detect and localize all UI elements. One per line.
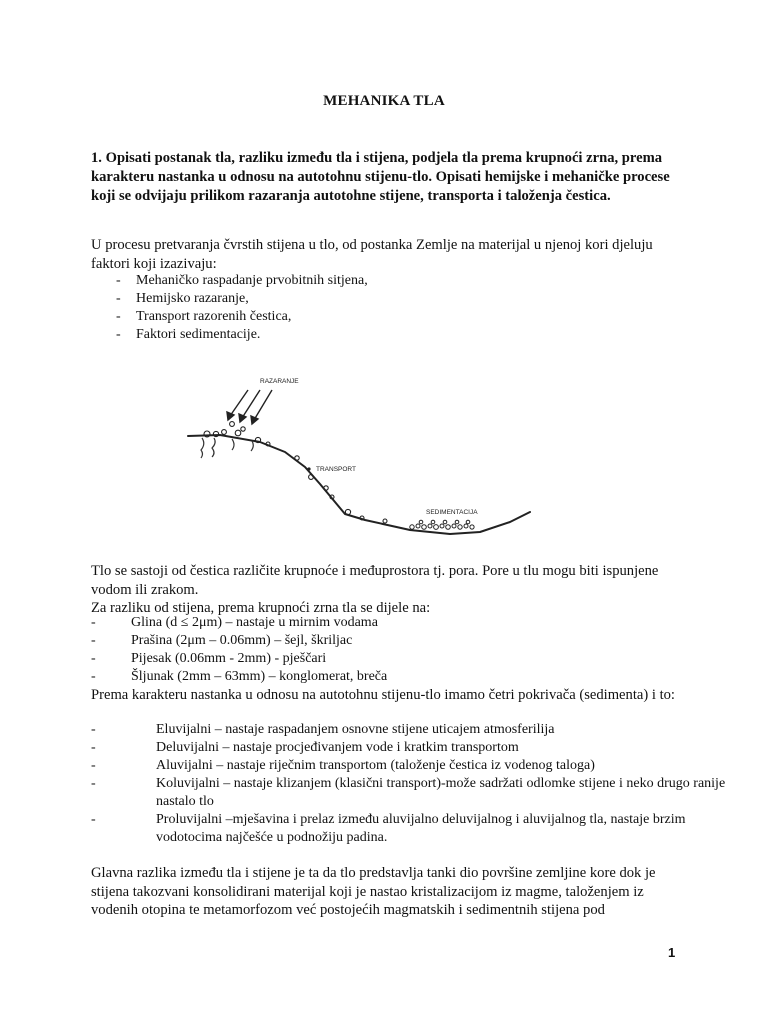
grain-size-list — [91, 614, 691, 686]
label-transport: TRANSPORT — [316, 466, 356, 473]
factors-list — [91, 272, 691, 344]
list-item: - Pijesak (0.06mm - 2mm) - pješčari — [91, 651, 327, 666]
soil-formation-diagram — [180, 372, 550, 542]
document-title: MEHANIKA TLA — [323, 93, 445, 109]
difference-paragraph: Glavna razlika između tla i stijene je ta da tlo predstavlja tanki dio površine zemljine kore dok je stijena takozvani konsolidirani materijal koji je nastao kristalizacijom iz magme, taloženjem iz vodenih otopina te metamorfozom već postojećih magmatskih i sedimentnih stijena pod — [91, 865, 656, 918]
intro-paragraph: U procesu pretvaranja čvrstih stijena u tlo, od postanka Zemlje na materijal u njenoj kori djeluju faktori koji izazivaju: — [91, 237, 653, 272]
label-razaranje: RAZARANJE — [260, 378, 299, 385]
list-item: - Šljunak (2mm – 63mm) – konglomerat, breča — [91, 669, 388, 684]
list-item: - Eluvijalni – nastaje raspadanjem osnovne stijene uticajem atmosferilija — [91, 722, 555, 737]
list-item: - Deluvijalni – nastaje procjeđivanjem vode i kratkim transportom — [91, 740, 519, 755]
label-sedimentacija: SEDIMENTACIJA — [426, 509, 478, 516]
list-item: - Prašina (2μm – 0.06mm) – šejl, škriljac — [91, 633, 353, 648]
composition-paragraph: Tlo se sastoji od čestica različite krupnoće i međuprostora tj. pora. Pore u tlu mogu biti ispunjene vodom ili zrakom. Za razliku od stijena, prema krupnoći zrna tla se dijele na: — [91, 563, 659, 616]
page-number: 1 — [668, 945, 676, 960]
list-item: - Aluvijalni – nastaje riječnim transportom (taloženje čestica iz vodenog taloga) — [91, 758, 595, 773]
list-item: - Mehaničko raspadanje prvobitnih sitjena, — [116, 273, 368, 288]
origin-intro-paragraph: Prema karakteru nastanka u odnosu na autotohnu stijenu-tlo imamo četri pokrivača (sedimenta) i to: — [91, 687, 675, 703]
list-item: - Transport razorenih čestica, — [116, 309, 292, 324]
list-item: - Koluvijalni – nastaje klizanjem (klasični transport)-može sadržati odlomke stijene i neko drugo ranije nastalo tlo — [91, 776, 726, 809]
list-item: - Faktori sedimentacije. — [116, 327, 261, 342]
question-heading: 1. Opisati postanak tla, razliku između tla i stijena, podjela tla prema krupnoći zrna, prema karakteru nastanka u odnosu na autotohnu stijenu-tlo. Opisati hemijske i mehaničke procese koji se odvijaju prilikom razaranja autotohne stijene, transporta i taloženja čestica. — [91, 150, 670, 204]
list-item: - Proluvijalni –mješavina i prelaz između aluvijalno deluvijalnog i aluvijalnog tla, nastaje brzim vodotocima najčešće u podnožiju padina. — [91, 812, 686, 845]
origin-types-list — [91, 721, 726, 847]
list-item: - Hemijsko razaranje, — [116, 291, 249, 306]
list-item: - Glina (d ≤ 2μm) – nastaje u mirnim vodama — [91, 615, 378, 630]
